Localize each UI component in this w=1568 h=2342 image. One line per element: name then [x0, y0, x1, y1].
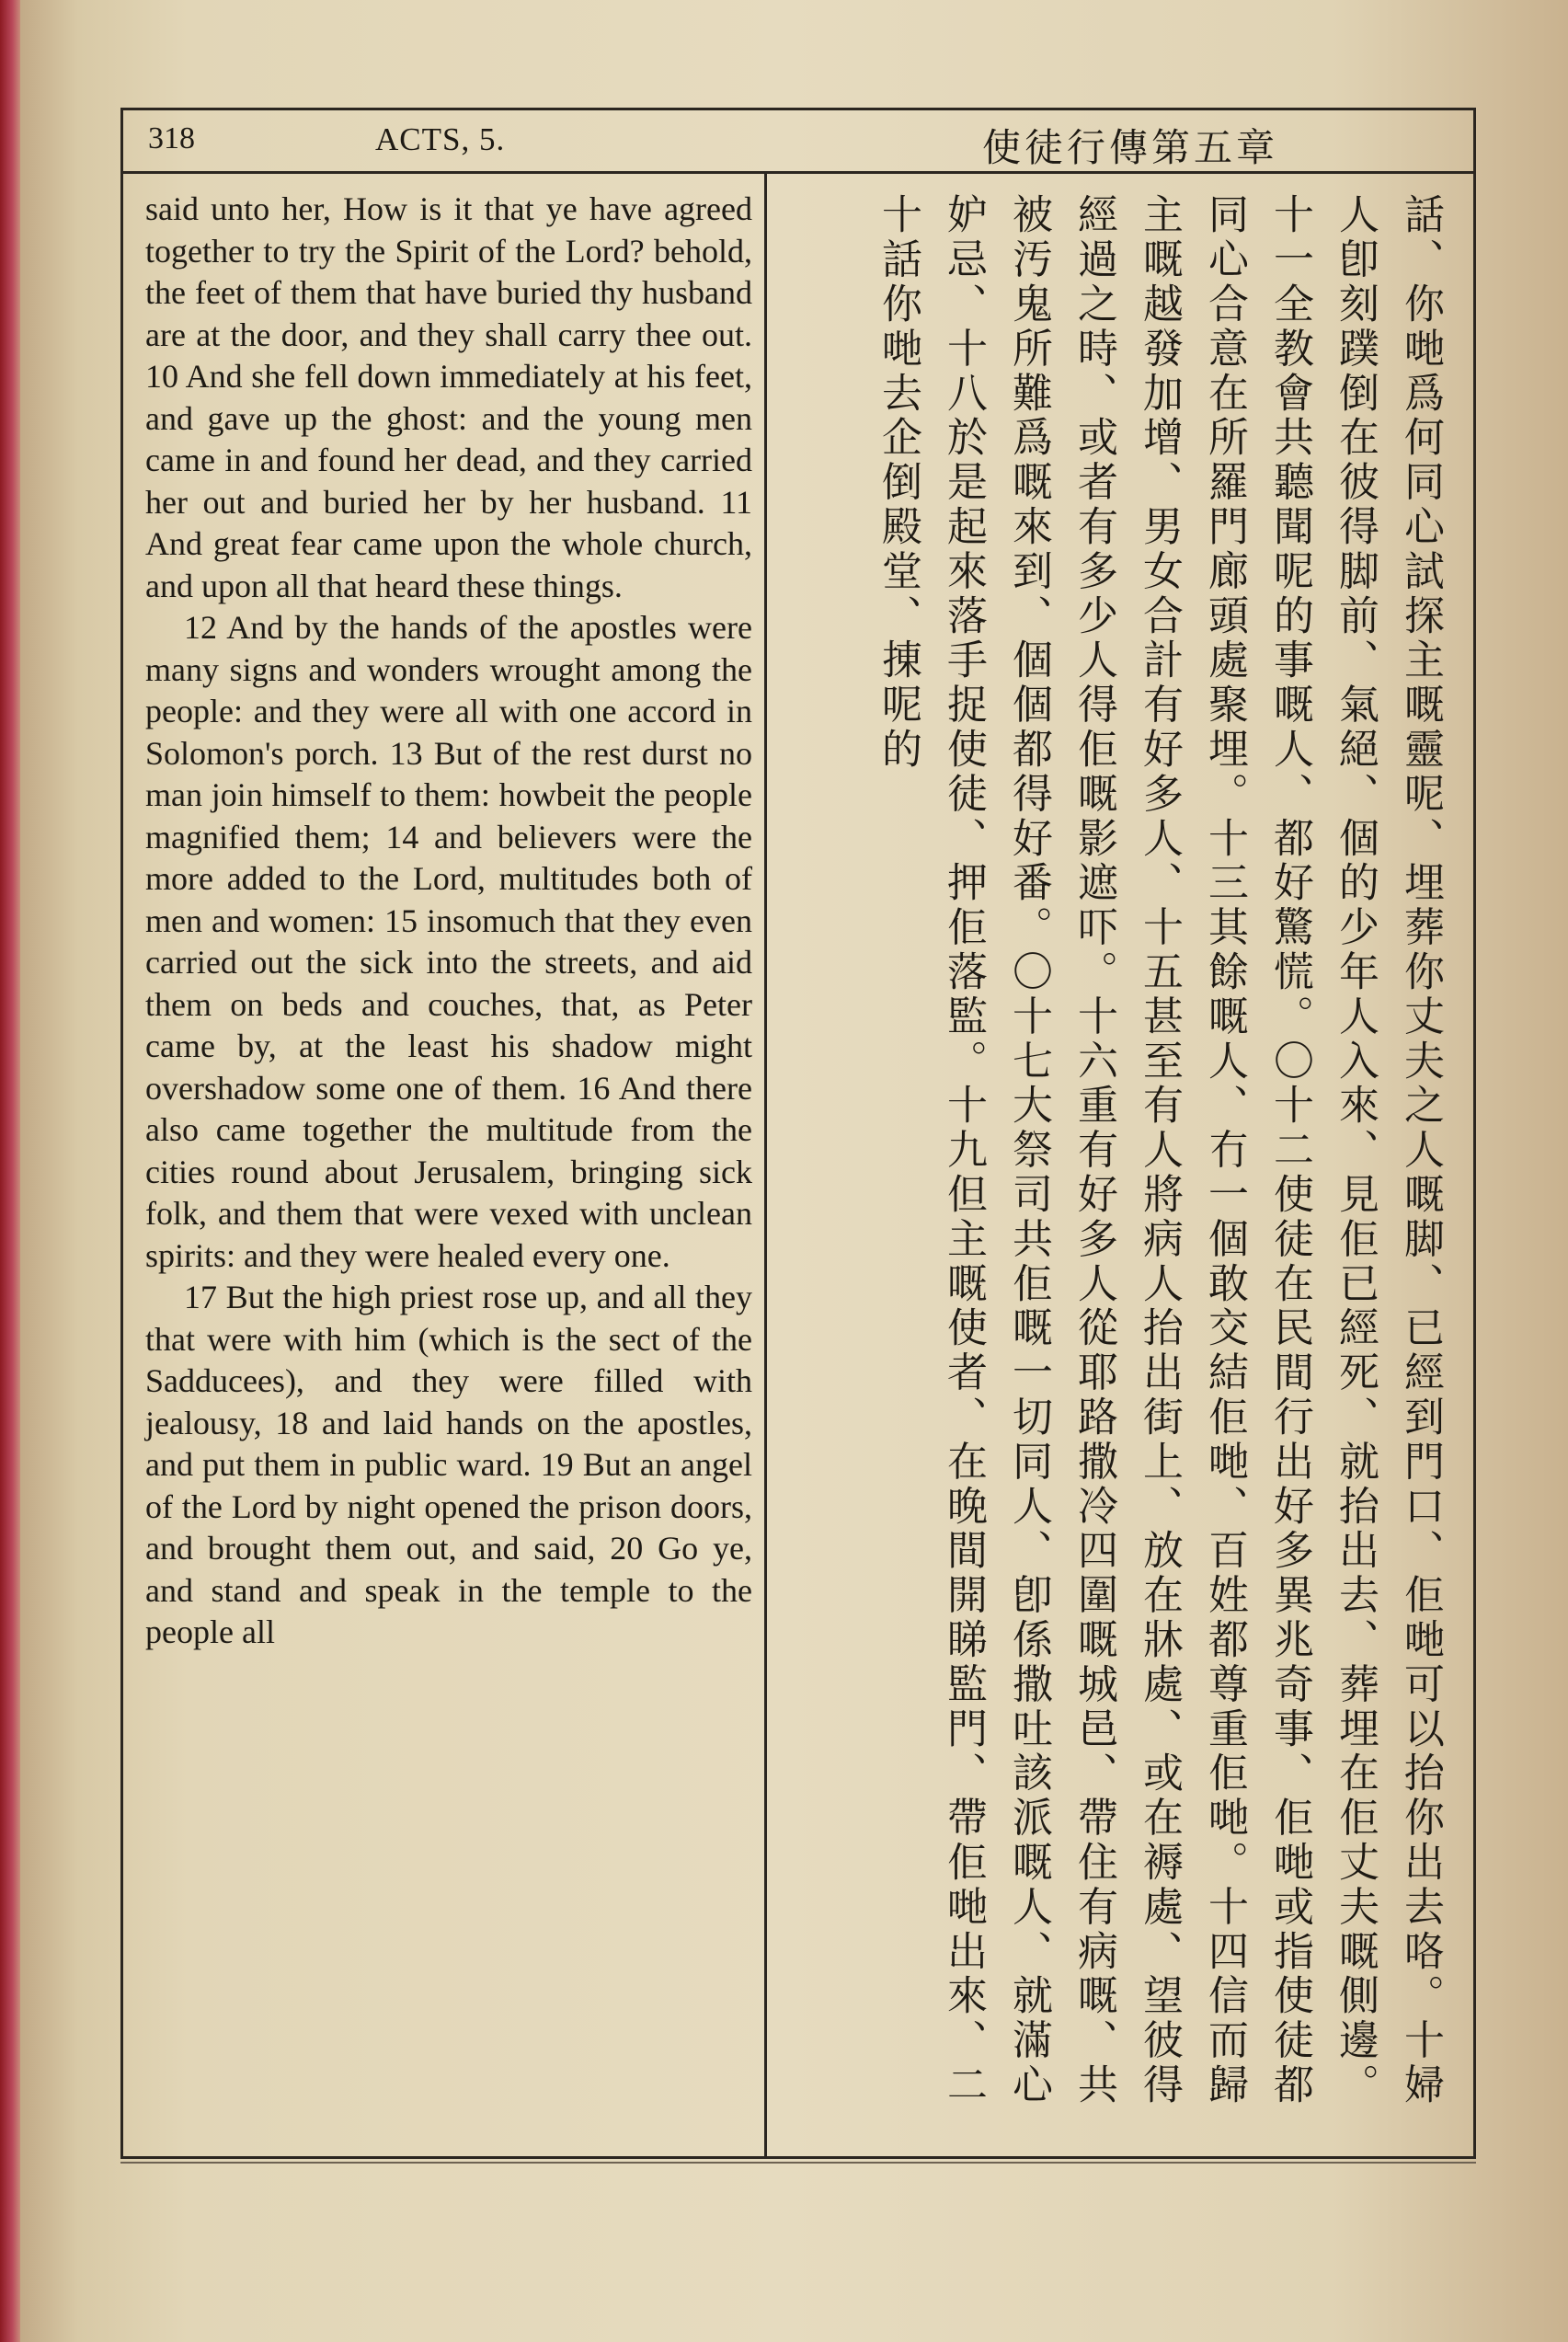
- page-number: 318: [148, 121, 195, 155]
- english-paragraph: 17 But the high priest rose up, and all they that were with him (which is the sect of the Sadducees), and they were filled with jealousy, 18 and laid hands on the apostles, and put them in public ward. 19 But an angel of the Lord by night opened the prison doors, and brought them out, and said, 20 Go ye, and stand and speak in the temple to the people all: [145, 1279, 752, 1650]
- english-paragraph: 12 And by the hands of the apostles were many signs and wonders wrought among the people: and they were all with one accord in Solomon's porch. 13 But of the rest durst no man join himself to them: howbeit the people magnified them; 14 and believers were the more added to the Lord, multitudes both of men and women: 15 insomuch that they even carried out the sick into the streets, and aid them on beds and couches, that, as Peter came by, at the least his shadow might overshadow some one of them. 16 And there also came together the multitude from the cities round about Jerusalem, bringing sick folk, and them that were vexed with unclean spirits: and they were healed every one.: [145, 609, 752, 1274]
- bottom-rule: [120, 2162, 1476, 2164]
- running-header: [120, 110, 1476, 174]
- chinese-column: 話、你哋爲何同心試探主嘅靈呢、埋葬你丈夫之人嘅脚、已經到門口、佢哋可以抬你出去咯。十婦人卽刻蹼倒在彼得脚前、氣絕、個的少年人入來、見佢已經死、就抬出去、葬埋在佢丈夫嘅側邊。十一全教會共聽聞呢的事嘅人、都好驚慌。〇十二使徒在民間行出好多異兆奇事、佢哋或指使徒都同心合意在所羅門廊頭處聚埋。十三其餘嘅人、冇一個敢交結佢哋、百姓都尊重佢哋。十四信而歸主嘅越發加增、男女合計有好多人、十五甚至有人將病人抬出街上、放在牀處、或在褥處、望彼得經過之時、或者有多少人得佢嘅影遮吓。十六重有好多人從耶路撒冷四圍嘅城邑、帶住有病嘅、共被汚鬼所難爲嘅來到、個個都得好番。〇十七大祭司共佢嘅一切同人、卽係撒吐該派嘅人、就滿心妒忌、十八於是起來落手捉使徒、押佢落監。十九但主嘅使者、在晚間開睇監門、帶佢哋出來、二十話你哋去企倒殿堂、㨂呢的: [875, 193, 1444, 2108]
- english-paragraph: said unto her, How is it that ye have agreed together to try the Spirit of the Lord? behold, the feet of them that have buried thy husband are at the door, and they shall carry thee out. 10 And she fell down immediately at his feet, and gave up the ghost: and the young men came in and found her dead, and they carried her out and buried her by her husband. 11 And great fear came upon the whole church, and upon all that heard these things.: [145, 190, 752, 604]
- column-divider: [764, 171, 767, 2159]
- english-running-title: ACTS, 5.: [375, 121, 506, 157]
- chinese-running-title: 使徒行傳第五章: [981, 125, 1278, 170]
- book-spine: [0, 0, 20, 2342]
- english-column: [145, 189, 752, 1654]
